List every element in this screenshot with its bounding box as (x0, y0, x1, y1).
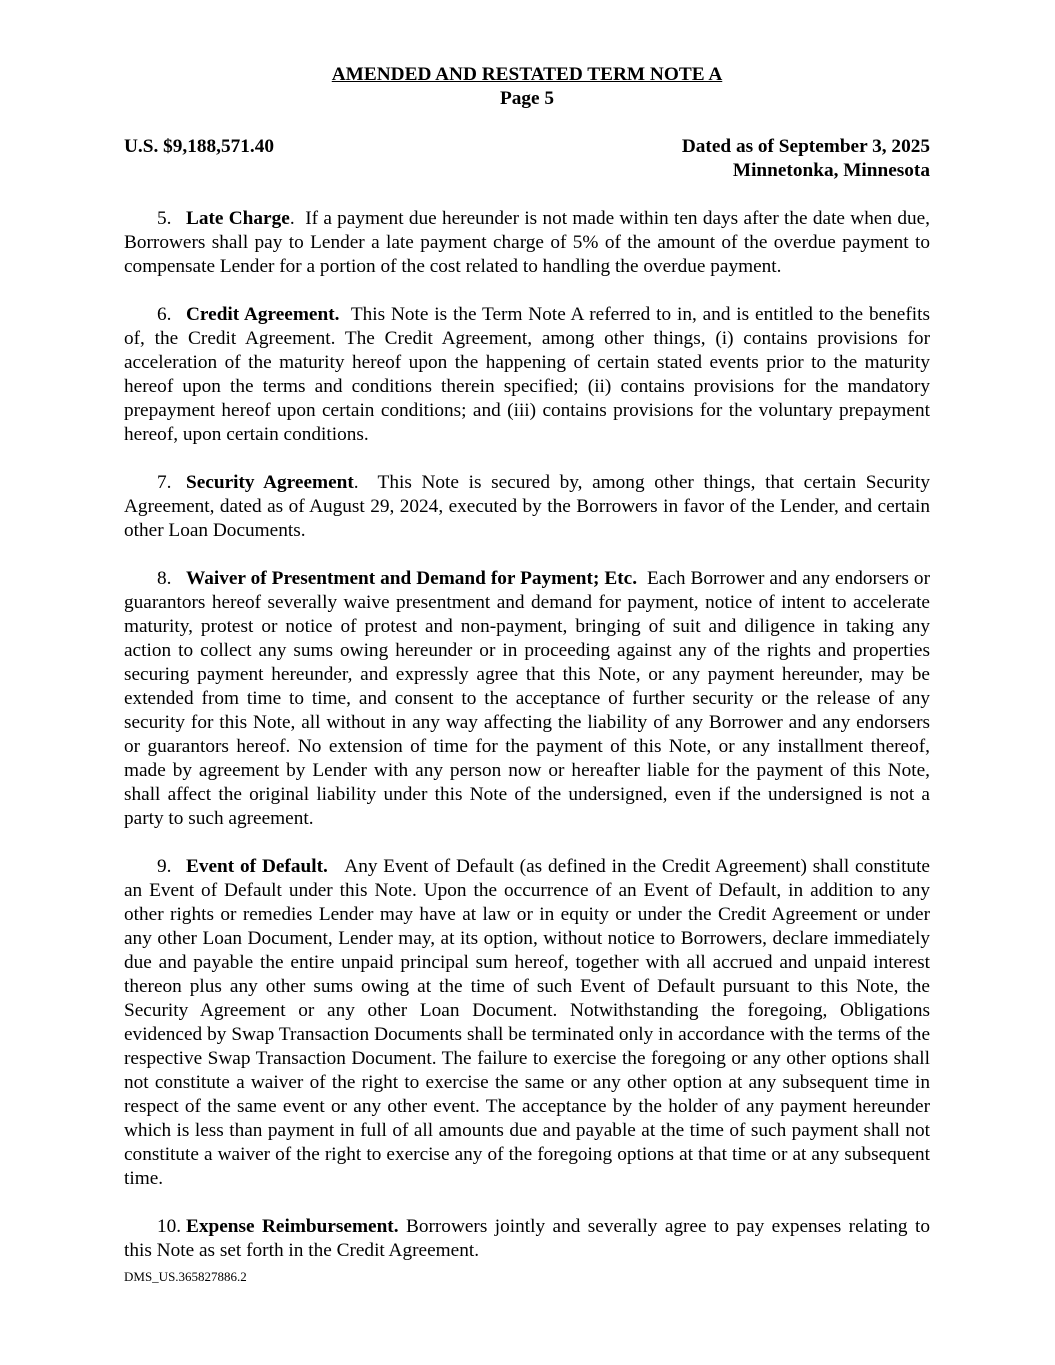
document-title: AMENDED AND RESTATED TERM NOTE A (331, 64, 723, 85)
document-id-footer: DMS_US.365827886.2 (124, 1269, 247, 1284)
section-separator: . (353, 472, 378, 493)
section-number: 8. (157, 568, 172, 589)
section-text: Borrowers jointly and severally agree to pay expenses relating to this Note as set forth in the Credit Agreement. (124, 1216, 930, 1261)
section-text: This Note is the Term Note A referred to in, and is entitled to the benefits of, the Credit Agreement. The Credit Agreement, among other things, (i) contains provisions for acceleration of the maturity hereof upon the happening of certain stated events prior to the maturity hereof upon the terms and conditions therein specified; (ii) contains provisions for the mandatory prepayment hereof upon certain conditions; and (iii) contains provisions for the voluntary prepayment hereof, upon certain conditions. (124, 304, 930, 445)
section-heading: Credit Agreement. (186, 304, 340, 325)
section-number: 5. (157, 208, 172, 229)
section-separator (637, 568, 647, 589)
page-number: Page 5 (499, 88, 555, 109)
section-heading: Security Agreement (186, 472, 354, 493)
section-paragraph (124, 855, 930, 1191)
note-place: Minnetonka, Minnesota (732, 160, 930, 181)
note-date: Dated as of September 3, 2025 (681, 136, 930, 157)
section-number: 7. (157, 472, 172, 493)
section-paragraph (124, 471, 930, 543)
section-heading: Expense Reimbursement. (186, 1216, 399, 1237)
section-paragraph (124, 1215, 930, 1263)
section-heading: Waiver of Presentment and Demand for Payment; Etc. (186, 568, 638, 589)
section-text: Each Borrower and any endorsers or guarantors hereof severally waive presentment and demand for payment, notice of intent to accelerate maturity, protest or notice of protest and non-payment, bringing of suit and diligence in taking any action to collect any sums owing hereunder or in proceeding against any of the rights and properties securing payment hereunder, and expressly agree that this Note, or any payment hereunder, may be extended from time to time, and consent to the acceptance of further security or the release of any security for this Note, all without in any way affecting the liability of any Borrower and any endorsers or guarantors hereof. No extension of time for the payment of this Note, or any installment thereof, made by agreement by Lender with any person now or hereafter liable for the payment of this Note, shall affect the original liability under this Note of the undersigned, even if the undersigned is not a party to such agreement. (124, 568, 930, 829)
note-amount: U.S. $9,188,571.40 (124, 136, 274, 157)
document-page (124, 63, 930, 1263)
section-number: 6. (157, 304, 172, 325)
section-paragraph (124, 567, 930, 831)
section-text: Any Event of Default (as defined in the Credit Agreement) shall constitute an Event of Default under this Note. Upon the occurrence of an Event of Default, in addition to any other rights or remedies Lender may have at law or in equity or under the Credit Agreement or under any other Loan Document, Lender may, at its option, without notice to Borrowers, declare immediately due and payable the entire unpaid principal sum hereof, together with all accrued and unpaid interest thereon plus any other sums owing at the time of such Event of Default pursuant to this Note, the Security Agreement or any other Loan Document. Notwithstanding the foregoing, Obligations evidenced by Swap Transaction Documents shall be terminated only in accordance with the terms of the respective Swap Transaction Document. The failure to exercise the foregoing or any other options shall not constitute a waiver of the right to exercise the same or any other option at any subsequent time in respect of the same event or any other event. The acceptance by the holder of any payment hereunder which is less than payment in full of all amounts due and payable at the time of such payment shall not constitute a waiver of the right to exercise any of the foregoing options at that time or at any subsequent time. (124, 856, 930, 1189)
section-heading: Late Charge (186, 208, 290, 229)
section-number: 10. (157, 1216, 182, 1237)
section-heading: Event of Default. (186, 856, 328, 877)
section-separator (339, 304, 350, 325)
section-number: 9. (157, 856, 172, 877)
section-paragraph (124, 207, 930, 279)
section-text: If a payment due hereunder is not made within ten days after the date when due, Borrowers shall pay to Lender a late payment charge of 5% of the amount of the overdue payment to compensate Lender for a portion of the cost related to handling the overdue payment. (124, 208, 930, 277)
section-separator: . (289, 208, 306, 229)
section-separator (328, 856, 344, 877)
section-separator (399, 1216, 406, 1237)
body-paragraphs (124, 207, 930, 1263)
section-paragraph (124, 303, 930, 447)
note-meta (124, 135, 930, 183)
section-text: This Note is secured by, among other things, that certain Security Agreement, dated as of August 29, 2024, executed by the Borrowers in favor of the Lender, and certain other Loan Documents. (124, 472, 930, 541)
